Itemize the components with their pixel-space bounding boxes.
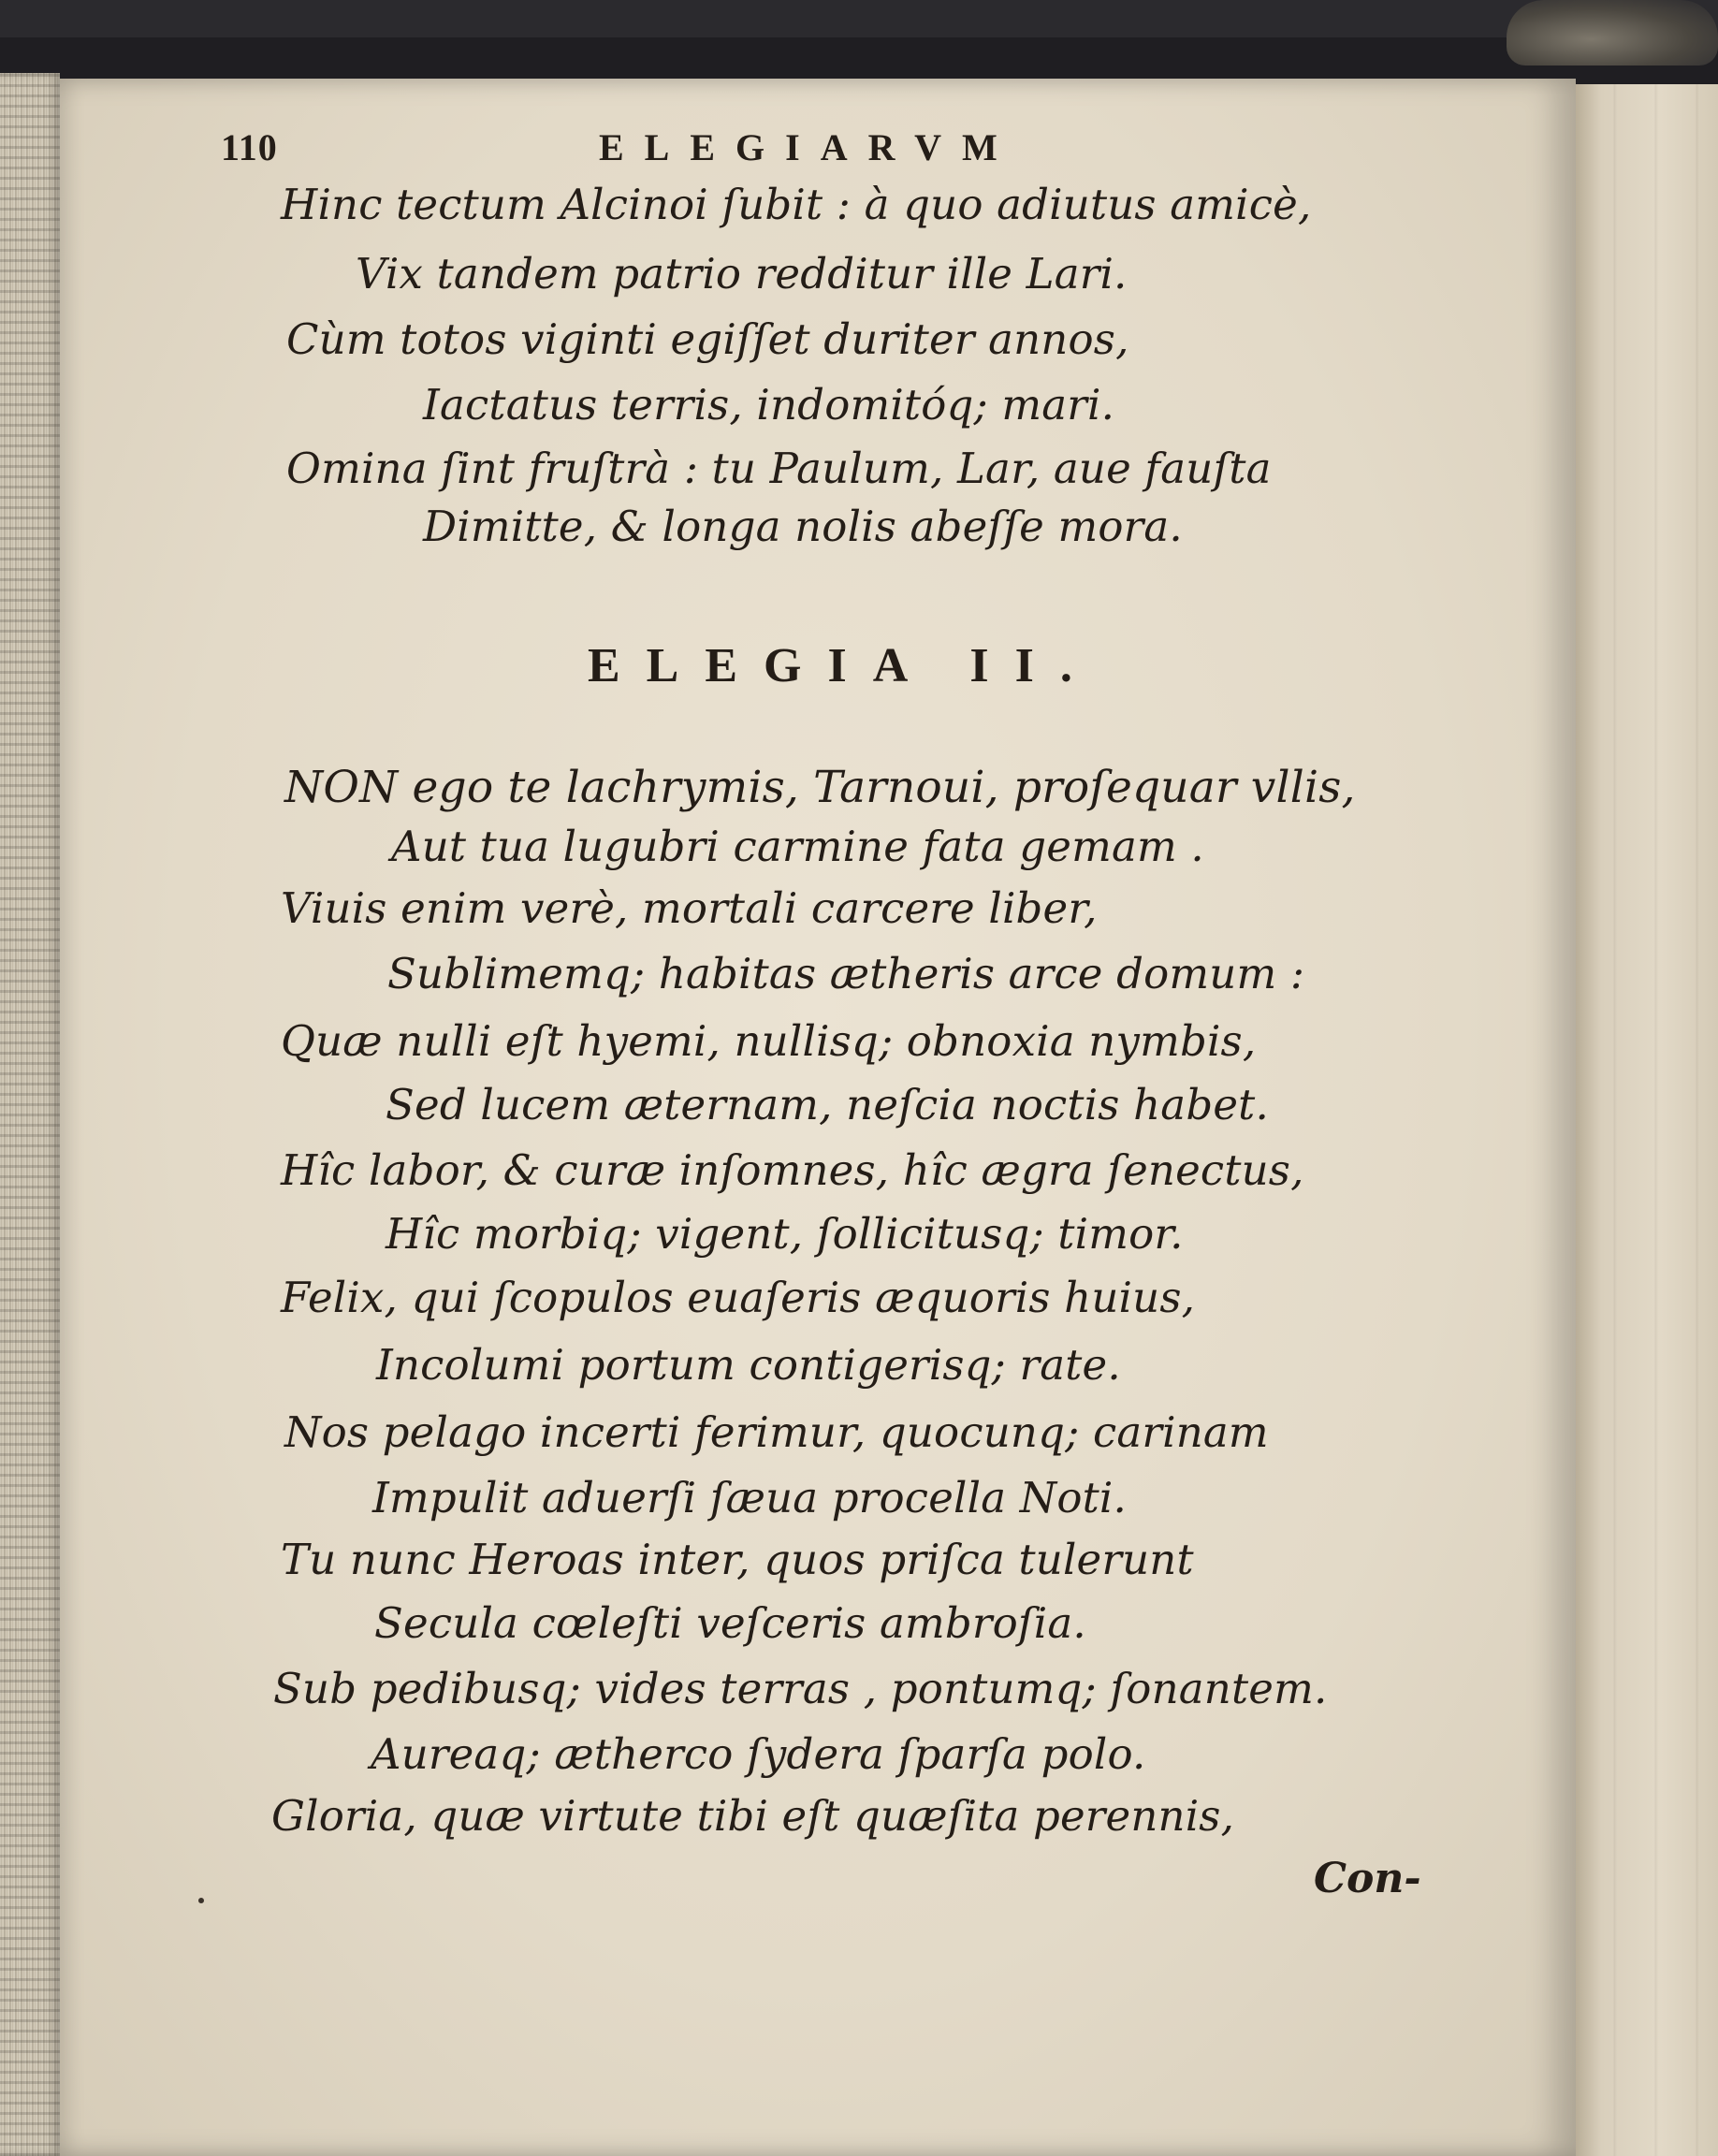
verse-line: Felix, qui ſcopulos euaſeris æquoris huius, — [281, 1273, 1196, 1322]
verse-line: Sublimemq; habitas ætheris arce domum : — [387, 949, 1305, 998]
running-head: ELEGIARVM — [599, 126, 1018, 168]
verse-line: Cùm totos viginti egiſſet duriter annos, — [286, 314, 1129, 364]
folio-number: 110 — [221, 126, 278, 168]
verse-line: Gloria, quæ virtute tibi eſt quæſita perennis, — [271, 1791, 1235, 1841]
verse-line: Secula cœleſti veſceris ambroſia. — [374, 1598, 1086, 1648]
verse-line: Nos pelago incerti ferimur, quocunq; carinam — [284, 1407, 1269, 1457]
verse-line: Sub pedibusq; vides terras , pontumq; ſonantem. — [273, 1664, 1328, 1713]
verse-line: Hîc morbiq; vigent, ſollicitusq; timor. — [386, 1209, 1184, 1259]
catchword: Con- — [1314, 1855, 1421, 1902]
verse-line: Tu nunc Heroas inter, quos priſca tulerunt — [281, 1535, 1194, 1584]
verse-line: Incolumi portum contigerisq; rate. — [376, 1340, 1121, 1390]
verse-line: Impulit aduerſi ſæua procella Noti. — [372, 1473, 1127, 1522]
verse-line: Omina ſint fruſtrà : tu Paulum, Lar, aue fauſta — [286, 444, 1272, 493]
verse-line: Sed lucem æternam, neſcia noctis habet. — [386, 1080, 1269, 1129]
verse-line: Aut tua lugubri carmine fata gemam . — [391, 822, 1204, 871]
ink-speck — [198, 1898, 204, 1903]
verse-line: Iactatus terris, indomitóq; mari. — [423, 380, 1115, 430]
verse-line: Quæ nulli eſt hyemi, nullisq; obnoxia nymbis, — [281, 1016, 1257, 1066]
verse-line: Hîc labor, & curæ inſomnes, hîc ægra ſenectus, — [281, 1145, 1304, 1195]
verse-line: NON ego te lachrymis, Tarnoui, proſequar vllis, — [284, 762, 1356, 813]
verse-line: Hinc tectum Alcinoi ſubit : à quo adiutus amicè, — [281, 180, 1312, 229]
verse-line: Vix tandem patrio redditur ille Lari. — [356, 249, 1128, 299]
verse-line: Viuis enim verè, mortali carcere liber, — [281, 883, 1098, 933]
verse-line: Dimitte, & longa nolis abeſſe mora. — [423, 502, 1183, 551]
elegy-title: ELEGIA II. — [588, 639, 1099, 692]
verse-line: Aureaq; ætherco ſydera ſparſa polo. — [371, 1729, 1146, 1779]
